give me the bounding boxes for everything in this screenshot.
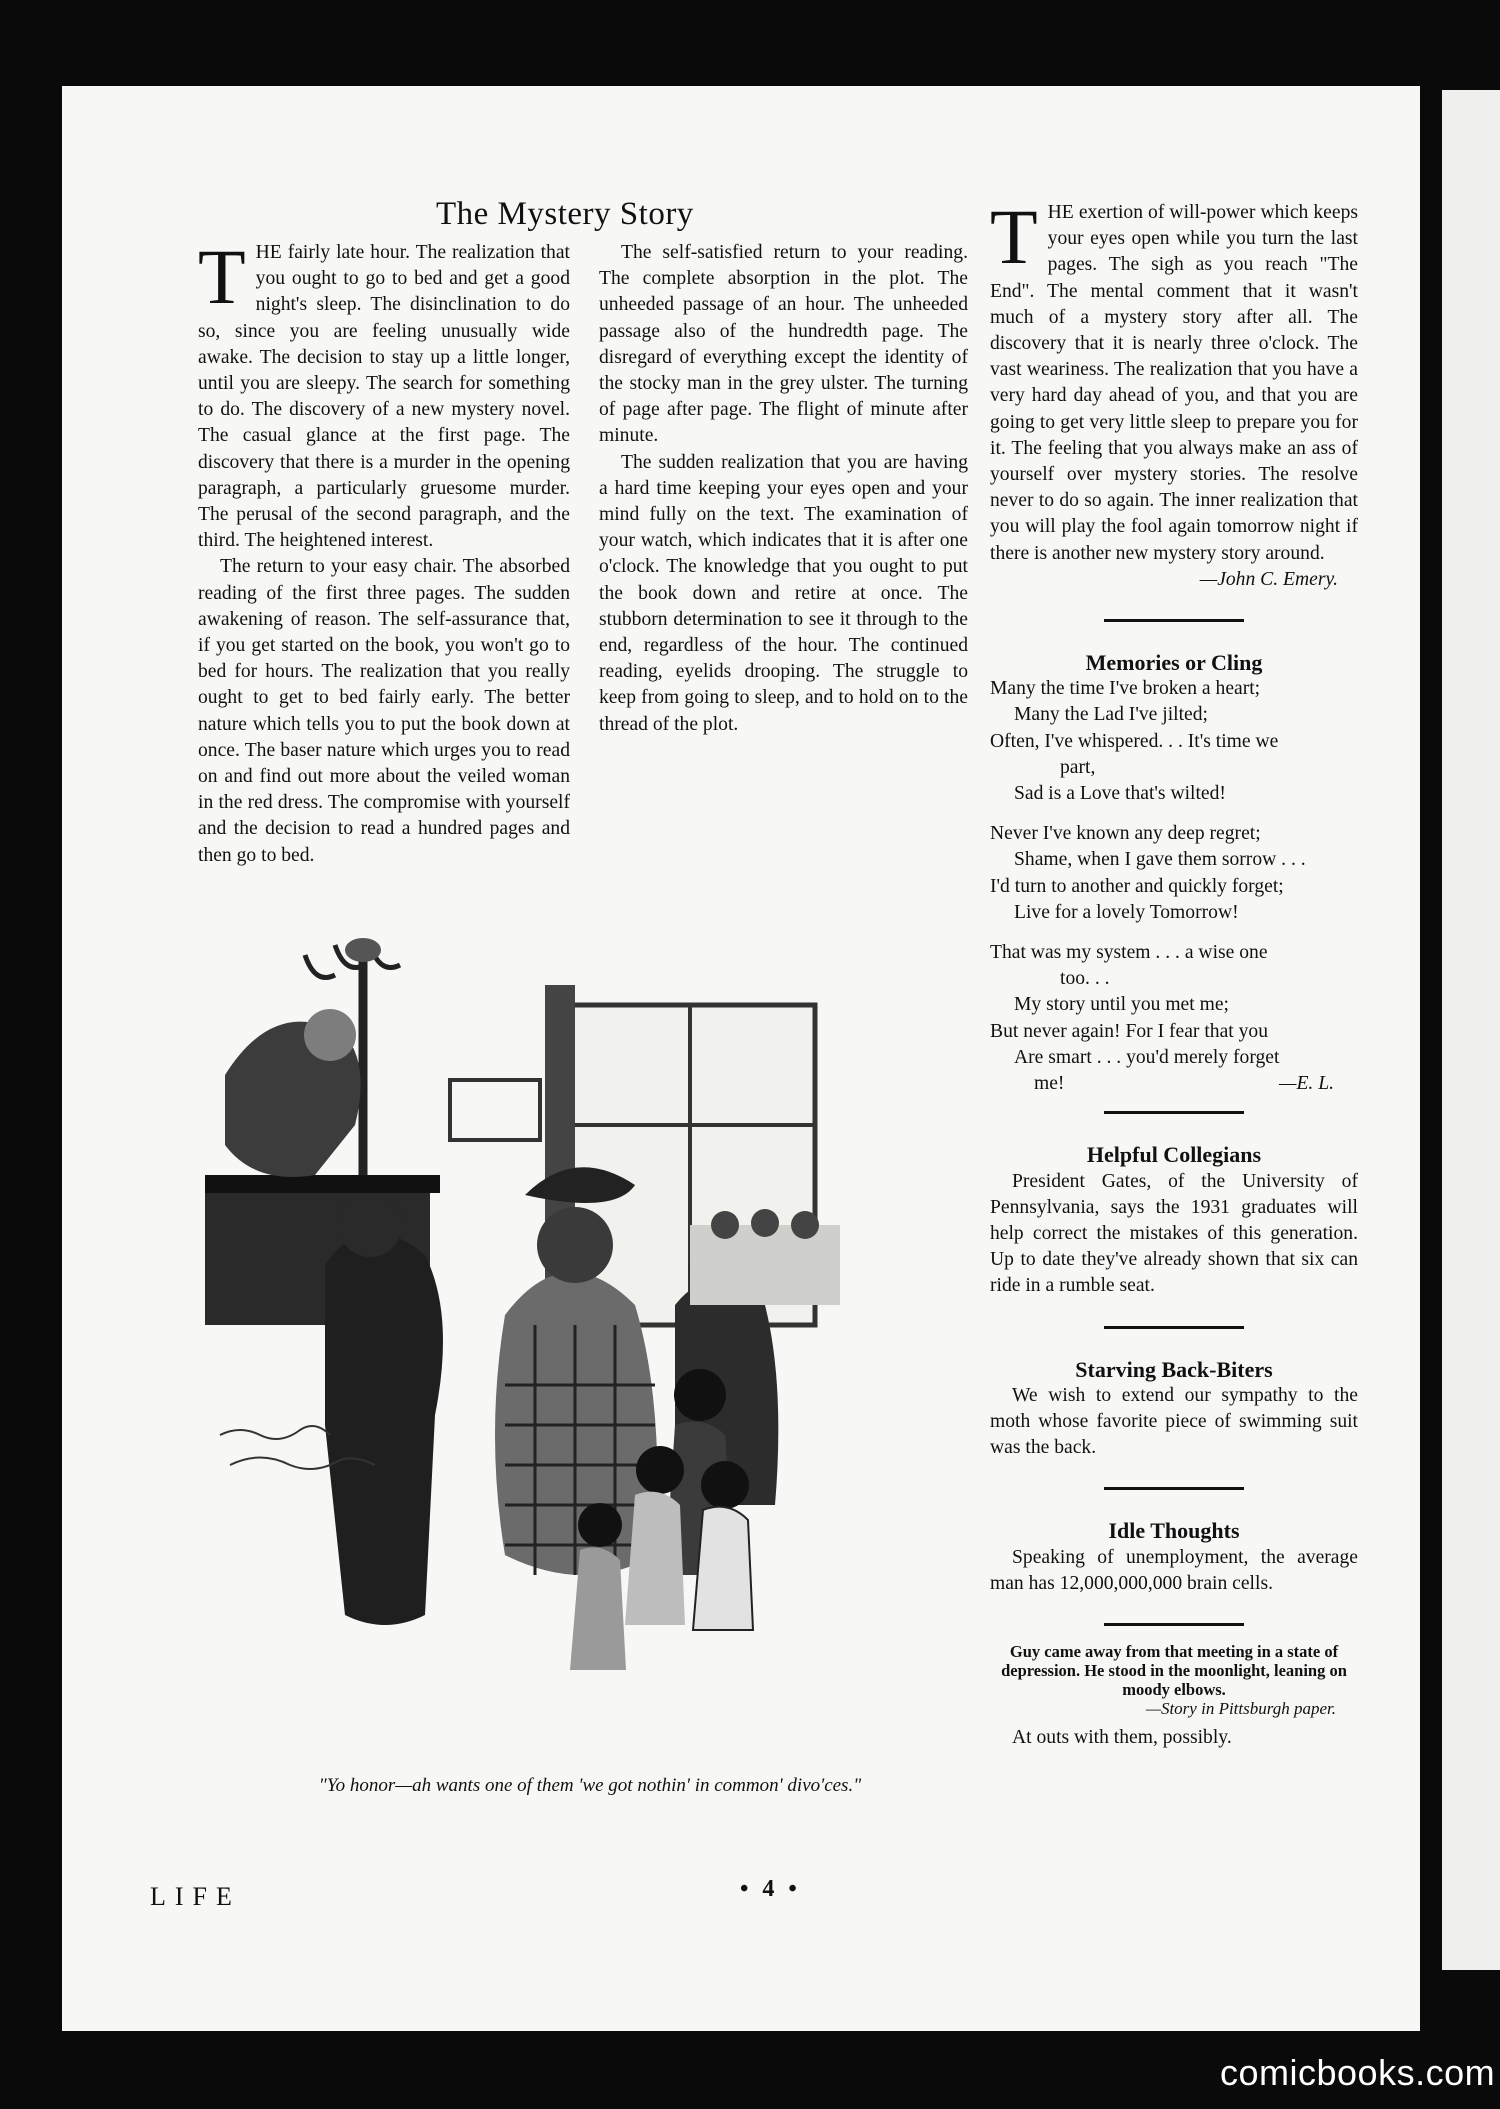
poem-line: Are smart . . . you'd merely forget [1014, 1046, 1280, 1068]
poem-line: But never again! For I fear that you [990, 1020, 1269, 1042]
page-number: • 4 • [740, 1876, 801, 1902]
section-divider [1104, 1326, 1244, 1329]
article-paragraph-4: The sudden realization that you are having a hard time keeping your eyes open and your mind fully on the text. The examination of your watch, which indicates that it is after one o'clock. The knowledge that you ought to put the book down and retire at once. The stubborn determination to see it through to the end, regardless of the hour. The continued reading, eyelids drooping. The struggle to keep from going to sleep, and to hold on to the thread of the plot. [599, 451, 968, 735]
idle-text: Speaking of unemployment, the average man has 12,000,000,000 brain cells. [990, 1546, 1358, 1594]
collegians-text: President Gates, of the University of Pennsylvania, says the 1931 graduates will help correct the mistakes of this generation. Up to date they've already shown that six can ride in a rumble seat. [990, 1170, 1358, 1297]
poem-line: Live for a lovely Tomorrow! [1014, 901, 1239, 923]
poem-line: Many the time I've broken a heart; [990, 678, 1261, 700]
section-divider [1104, 1111, 1244, 1114]
clipping-source: —Story in Pittsburgh paper. [1145, 1698, 1336, 1718]
drop-cap-2: T [990, 193, 1038, 280]
poem-stanza-1 [990, 676, 1358, 807]
article-column-2 [599, 240, 968, 738]
article-column-3 [990, 193, 1358, 1751]
poem-stanza-3 [990, 940, 1358, 1097]
poem-title: Memories or Cling [1085, 650, 1263, 676]
article-paragraph-2: The return to your easy chair. The absorbed reading of the first three pages. The sudden awakening of reason. The self-assurance that, if you get started on the book, you won't go to bed for hours. The realization that you really ought to get to bed fairly early. The better nature which tells you to put the book down at once. The baser nature which urges you to read on and find out more about the veiled woman in the red dress. The compromise with yourself and the decision to read a hundred pages and then go to bed. [198, 556, 570, 866]
poem-line: I'd turn to another and quickly forget; [990, 875, 1284, 897]
courtroom-illustration [205, 925, 977, 1735]
article-column-1 [198, 233, 570, 869]
article-paragraph-3: The self-satisfied return to your reading. The complete absorption in the plot. The unheeded passage of an hour. The unheeded passage also of the hundredth page. The disregard of everything except the identity of the stocky man in the grey ulster. The turning of page after page. The flight of minute after minute. [599, 242, 968, 447]
poem-line: That was my system . . . a wise one [990, 942, 1268, 964]
magazine-name: LIFE [150, 1882, 241, 1911]
poem-line: Sad is a Love that's wilted! [1014, 783, 1226, 805]
article-paragraph-1: THE fairly late hour. The realization that you ought to go to bed and get a good night's sleep. The disinclination to do so, since you are feeling unusually wide awake. The decision to stay up a little longer, until you are sleepy. The search for something to do. The discovery of a new mystery novel. The casual glance at the first page. The discovery that there is a murder in the opening paragraph, a particularly gruesome murder. The perusal of the second paragraph, and the third. The heightened interest. [198, 233, 570, 552]
poem-line: My story until you met me; [1014, 994, 1229, 1016]
poem-line: Never I've known any deep regret; [990, 823, 1261, 845]
article-title: The Mystery Story [436, 196, 694, 232]
article-signature: —John C. Emery. [1199, 568, 1338, 590]
backbiters-title: Starving Back-Biters [1075, 1356, 1273, 1382]
poem-signature: —E. L. [1279, 1073, 1334, 1095]
poem-line: Shame, when I gave them sorrow . . . [1014, 849, 1306, 871]
article-paragraph-5: THE exertion of will-power which keeps your eyes open while you turn the last pages. The sigh as you reach "The End". The mental comment that it wasn't much of a mystery story after all. The discovery that it is nearly three o'clock. The vast weariness. The realization that you have a very hard day ahead of you, and that you are going to get very little sleep to prepare you for it. The feeling that you always make an ass of yourself over mystery stories. The resolve never to do so again. The inner realization that you will play the fool again tomorrow night if there is another new mystery story around. [990, 193, 1358, 564]
adjacent-page-edge [1442, 90, 1500, 1970]
section-divider [1104, 619, 1244, 622]
backbiters-text: We wish to extend our sympathy to the moth whose favorite piece of swimming suit was the back. [990, 1384, 1358, 1459]
section-divider [1104, 1487, 1244, 1490]
clipping-retort: At outs with them, possibly. [1012, 1726, 1232, 1748]
poem-line: too. . . [1060, 968, 1110, 990]
poem-last-line: me! —E. L. [990, 1071, 1358, 1097]
collegians-title: Helpful Collegians [1086, 1142, 1262, 1168]
clipping-quote: Guy came away from that meeting in a state of depression. He stood in the moonlight, leaning on moody elbows. [1001, 1641, 1347, 1699]
poem-line: Many the Lad I've jilted; [1014, 704, 1208, 726]
illustration-caption: "Yo honor—ah wants one of them 'we got nothin' in common' divo'ces." [318, 1775, 862, 1796]
poem-stanza-2 [990, 821, 1358, 926]
source-watermark: comicbooks.com [1220, 2052, 1496, 2093]
idle-title: Idle Thoughts [1108, 1518, 1240, 1544]
poem-line: part, [1060, 756, 1096, 778]
poem-line: Often, I've whispered. . . It's time we [990, 730, 1279, 752]
section-divider [1104, 1623, 1244, 1626]
drop-cap: T [198, 233, 246, 320]
